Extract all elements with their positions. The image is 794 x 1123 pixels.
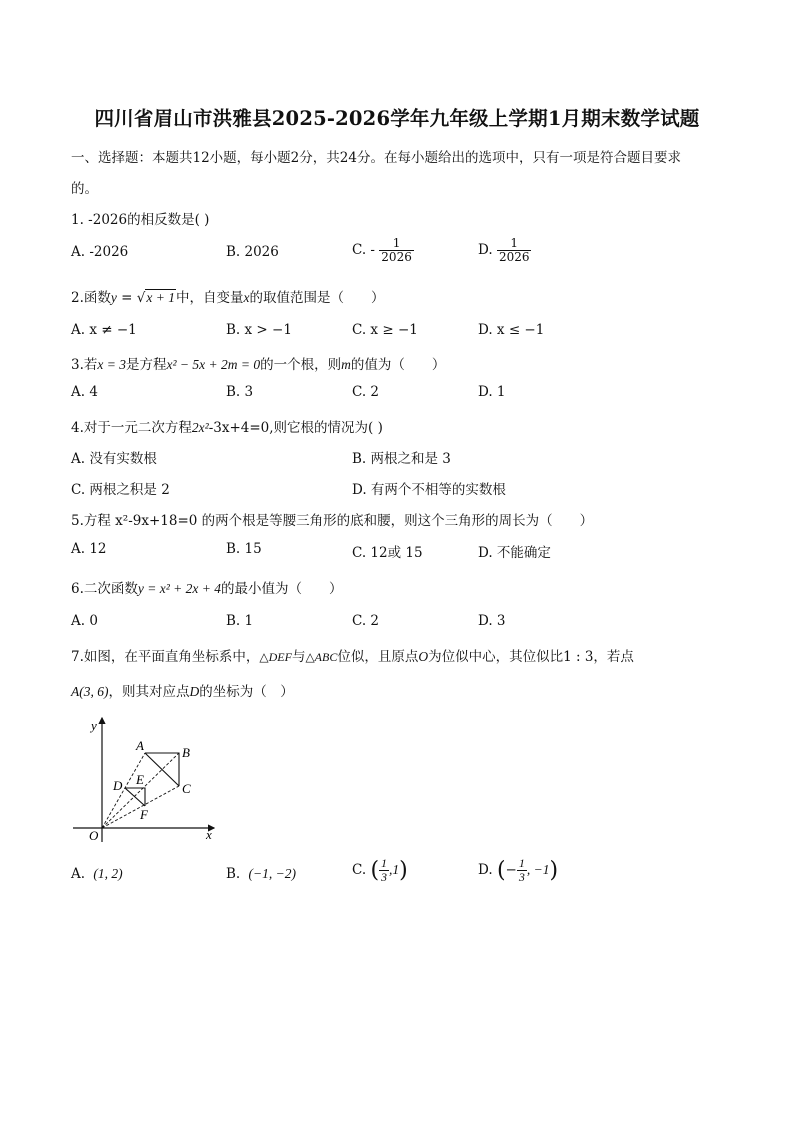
q2-option-c[interactable]: C. x ≥ −1: [352, 322, 418, 338]
q1-c-num: 1: [379, 237, 414, 251]
q3-mid: 是方程: [126, 357, 167, 373]
q7-l1-post: ，若点: [593, 649, 634, 665]
q7-d-num: 1: [518, 856, 525, 870]
q3-post: 的值为（ ）: [350, 357, 446, 373]
q4-option-d[interactable]: D. 有两个不相等的实数根: [352, 482, 506, 498]
q1-c-den: 2026: [381, 250, 412, 264]
label-f: F: [140, 807, 148, 822]
q7-option-c[interactable]: [352, 857, 408, 884]
q1-option-a[interactable]: A. -2026: [71, 244, 129, 260]
q7-d-label: D.: [478, 862, 493, 878]
q7-option-b[interactable]: [226, 866, 296, 882]
q6-option-c[interactable]: C. 2: [352, 613, 380, 629]
label-c: C: [182, 781, 191, 796]
q7-l1-mid3: 为位似中心，其位似比: [428, 649, 564, 665]
q7-l2-post2: 的坐标为（ ）: [199, 684, 294, 700]
q3-var: m: [341, 357, 351, 372]
q1-option-b[interactable]: B. 2026: [226, 244, 279, 260]
q7-c-num: 1: [381, 856, 388, 870]
q3-option-a[interactable]: A. 4: [71, 384, 98, 400]
q7-d-rparen: ): [549, 858, 559, 883]
section-heading-cont: 的。: [71, 181, 98, 197]
q6-pre: 6.二次函数: [71, 581, 138, 597]
q7-d: D: [189, 684, 200, 699]
q3-option-c[interactable]: C. 2: [352, 384, 380, 400]
question-2-stem: [71, 286, 385, 306]
q2-radical-sign: √: [136, 290, 146, 306]
q7-l2-post: ，则其对应点: [108, 684, 190, 700]
q5-option-a[interactable]: A. 12: [71, 541, 107, 557]
q6-expr: y = x² + 2x + 4: [137, 581, 221, 596]
q7-l1-mid: 与: [291, 649, 306, 665]
q2-option-b[interactable]: B. x > −1: [226, 322, 292, 338]
question-7-stem: [71, 645, 634, 665]
q1-d-den: 2026: [498, 250, 530, 264]
question-1-stem: 1. -2026的相反数是( ): [71, 212, 210, 228]
question-7-stem-cont: [71, 680, 294, 700]
q2-pre: 2.函数: [71, 290, 111, 306]
q7-ratio: 1 : 3: [563, 649, 594, 665]
q7-l1-mid2: 位似，且原点: [337, 649, 419, 665]
q2-var: x: [243, 290, 250, 305]
q6-option-a[interactable]: A. 0: [71, 613, 98, 629]
q7-c-den: 3: [381, 870, 388, 884]
q2-y: y: [110, 290, 117, 305]
q1-d-fraction: [497, 237, 532, 264]
q7-option-d[interactable]: [478, 857, 558, 884]
page-title: 四川省眉山市洪雅县2025-2026学年九年级上学期1月期末数学试题: [94, 107, 700, 130]
q4-option-c[interactable]: C. 两根之积是 2: [71, 482, 170, 498]
q7-a-label: A.: [71, 866, 86, 882]
q7-d-rest: , −1: [526, 862, 550, 877]
q6-option-d[interactable]: D. 3: [478, 613, 506, 629]
q4-option-a[interactable]: A. 没有实数根: [71, 451, 157, 467]
q7-c-rparen: ): [399, 858, 408, 883]
q2-option-a[interactable]: A. x ≠ −1: [71, 322, 137, 338]
question-5-stem: 5.方程 x²-9x+18=0 的两个根是等腰三角形的底和腰，则这个三角形的周长为（ ）: [71, 513, 594, 529]
q1-c-fraction: [379, 237, 414, 264]
q1-d-num: 1: [497, 237, 532, 251]
q4-pre: 4.对于一元二次方程: [71, 420, 192, 436]
question-4-stem: [71, 416, 383, 436]
q7-d-fraction: [517, 857, 527, 884]
q7-c-fraction: [379, 857, 389, 884]
q7-o: O: [418, 649, 429, 664]
q2-option-d[interactable]: D. x ≤ −1: [478, 322, 545, 338]
q7-d-lparen: (: [496, 858, 506, 883]
q1-option-c[interactable]: [352, 237, 414, 264]
label-e: E: [136, 772, 144, 787]
q5-option-b[interactable]: B. 15: [226, 541, 262, 557]
q2-radicand: x + 1: [146, 290, 176, 305]
label-x: x: [206, 827, 212, 842]
label-y: y: [91, 718, 97, 733]
q7-option-a[interactable]: [71, 866, 123, 882]
q7-tri-def: △DEF: [259, 650, 292, 664]
q2-post1: 中，自变量: [176, 290, 244, 306]
q7-c-lparen: (: [370, 858, 380, 883]
q6-option-b[interactable]: B. 1: [226, 613, 254, 629]
label-b: B: [182, 745, 190, 760]
q4-post: -3x+4=0,则它根的情况为( ): [208, 420, 383, 436]
q7-c-label: C.: [352, 862, 367, 878]
q7-a-value: (1, 2): [93, 866, 123, 881]
ray-oa: [102, 753, 145, 828]
q3-option-b[interactable]: B. 3: [226, 384, 254, 400]
q3-option-d[interactable]: D. 1: [478, 384, 506, 400]
q5-option-d[interactable]: D. 不能确定: [478, 545, 551, 561]
q3-e2: x² − 5x + 2m = 0: [166, 357, 261, 372]
q3-pre: 3.若: [71, 357, 98, 373]
q7-point-a: A(3, 6): [71, 684, 109, 699]
similarity-figure: [66, 712, 226, 848]
q7-l1-pre: 7.如图，在平面直角坐标系中，: [71, 649, 260, 665]
question-3-stem: [71, 353, 445, 373]
section-heading: 一、选择题：本题共12小题，每小题2分，共24分。在每小题给出的选项中，只有一项是符合题目要求: [71, 150, 681, 166]
q4-option-b[interactable]: B. 两根之和是 3: [352, 451, 451, 467]
question-6-stem: [71, 577, 343, 597]
q3-mid2: 的一个根，则: [260, 357, 342, 373]
q7-c-rest: ,1: [389, 862, 400, 877]
q5-option-c[interactable]: C. 12或 15: [352, 545, 423, 561]
q3-e1: x = 3: [97, 357, 126, 372]
q2-eq: =: [116, 290, 137, 306]
label-a: A: [136, 738, 144, 753]
q6-post: 的最小值为（ ）: [221, 581, 343, 597]
q7-b-label: B.: [226, 866, 241, 882]
q2-post2: 的取值范围是（ ）: [249, 290, 385, 306]
q7-d-sign: −: [505, 862, 517, 878]
q7-tri-abc: △ABC: [305, 650, 338, 664]
label-d: D: [113, 778, 123, 793]
label-o: O: [89, 828, 99, 843]
q1-c-label: C. -: [352, 242, 375, 258]
q4-expr: 2x²: [191, 420, 209, 435]
q7-d-den: 3: [518, 870, 525, 884]
q7-b-value: (−1, −2): [248, 866, 296, 881]
q1-option-d[interactable]: [478, 237, 531, 264]
q1-d-label: D.: [478, 242, 493, 258]
